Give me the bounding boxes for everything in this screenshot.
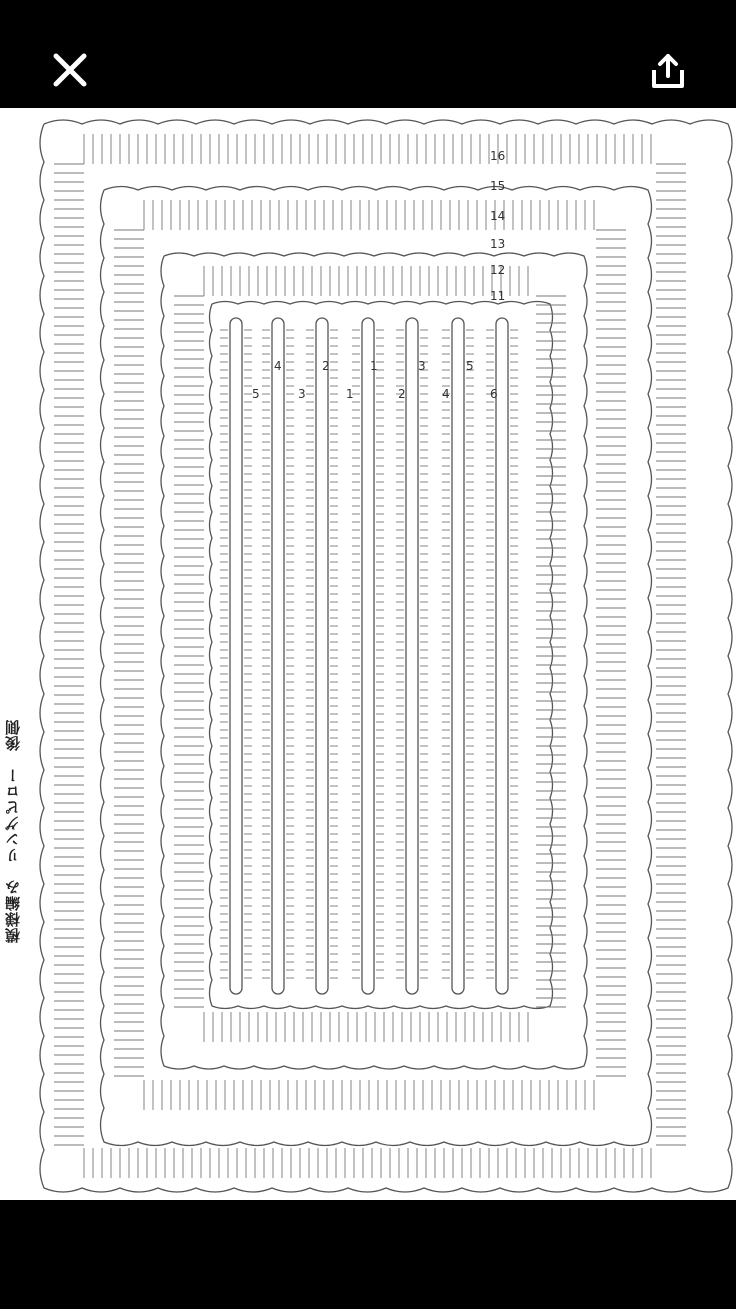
row-label: 2 xyxy=(322,359,330,373)
close-icon xyxy=(53,53,87,87)
round-label: 11 xyxy=(490,289,506,303)
chart-column-4 xyxy=(362,318,374,994)
round-label: 12 xyxy=(490,263,506,277)
row-label: 5 xyxy=(252,387,260,401)
chart-column-6 xyxy=(452,318,464,994)
round-label: 16 xyxy=(490,149,506,163)
row-label: 2 xyxy=(398,387,406,401)
row-label: 4 xyxy=(442,387,450,401)
bottom-bar xyxy=(0,1200,736,1309)
crochet-chart xyxy=(0,108,736,1200)
chart-column-5 xyxy=(406,318,418,994)
round-label: 13 xyxy=(490,237,506,251)
share-icon xyxy=(648,52,688,92)
close-button[interactable] xyxy=(42,42,98,98)
row-label: 6 xyxy=(490,387,498,401)
row-label: 5 xyxy=(466,359,474,373)
row-label: 1 xyxy=(346,387,354,401)
round-label: 15 xyxy=(490,179,506,193)
row-label: 1 xyxy=(370,359,378,373)
chart-column-1 xyxy=(230,318,242,994)
row-label: 3 xyxy=(418,359,426,373)
chart-column-2 xyxy=(272,318,284,994)
row-label: 4 xyxy=(274,359,282,373)
chart-ring-4 xyxy=(210,302,553,1009)
pattern-title: 模様編み リングピロー 後側 xyxy=(4,719,22,943)
chart-column-7 xyxy=(496,318,508,994)
share-button[interactable] xyxy=(640,44,696,100)
top-toolbar xyxy=(0,0,736,108)
chart-column-3 xyxy=(316,318,328,994)
image-viewer[interactable] xyxy=(0,108,736,1200)
row-label: 3 xyxy=(298,387,306,401)
round-label: 14 xyxy=(490,209,506,223)
